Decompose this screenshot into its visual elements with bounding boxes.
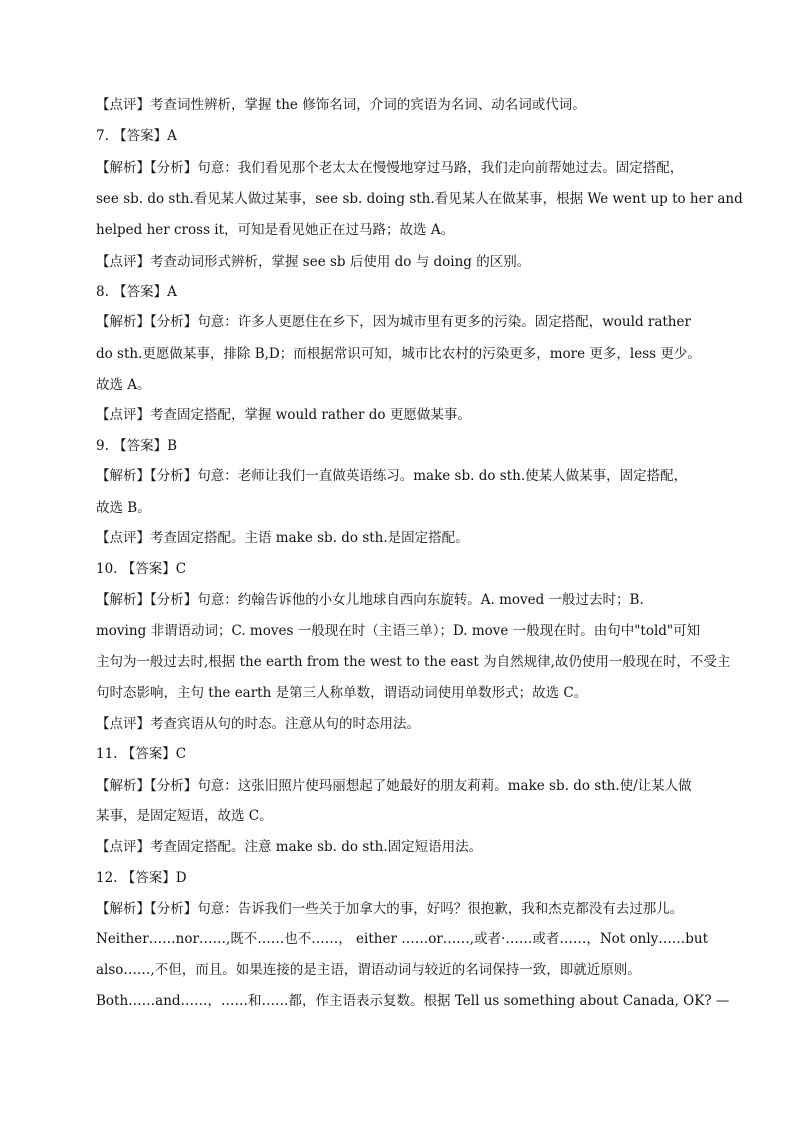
answer-line: 9. 【答案】B <box>96 438 178 454</box>
analysis-line: 主句为一般过去时,根据 the earth from the west to the east 为自然规律,故仍使用一般现在时，不受主 <box>96 654 731 670</box>
analysis-line: do sth.更愿做某事，排除 B,D；而根据常识可知，城市比农村的污染更多，more 更多，less 更少。 <box>96 346 701 362</box>
comment-line: 【点评】考查动词形式辨析，掌握 see sb 后使用 do 与 doing 的区别。 <box>96 254 531 270</box>
analysis-line: 【解析】【分析】句意：这张旧照片使玛丽想起了她最好的朋友莉莉。make sb. do sth.使/让某人做 <box>96 778 692 794</box>
analysis-line: 某事，是固定短语，故选 C。 <box>96 808 273 824</box>
analysis-line: Both……and……，……和……都，作主语表示复数。根据 Tell us something about Canada, OK? — <box>96 993 730 1009</box>
answer-line: 12. 【答案】D <box>96 870 187 886</box>
analysis-line: moving 非谓语动词；C. moves 一般现在时（主语三单）；D. move 一般现在时。由句中"told"可知 <box>96 623 701 639</box>
analysis-line: Neither……nor……,既不……也不……， either ……or……,或者·……或者……，Not only……but <box>96 931 709 947</box>
analysis-line: also……,不但，而且。如果连接的是主语，谓语动词与较近的名词保持一致，即就近原则。 <box>96 962 641 978</box>
analysis-line: helped her cross it，可知是看见她正在过马路；故选 A。 <box>96 222 455 238</box>
analysis-line: 【解析】【分析】句意：约翰告诉他的小女儿地球自西向东旋转。A. moved 一般过去时；B. <box>96 592 644 608</box>
answer-line: 7. 【答案】A <box>96 128 177 144</box>
analysis-line: 【解析】【分析】句意：许多人更愿住在乡下，因为城市里有更多的污染。固定搭配，would rather <box>96 314 691 330</box>
comment-line: 【点评】考查固定搭配。主语 make sb. do sth.是固定搭配。 <box>96 530 469 546</box>
answer-line: 8. 【答案】A <box>96 284 177 300</box>
comment-line: 【点评】考查固定搭配，掌握 would rather do 更愿做某事。 <box>96 407 471 423</box>
analysis-line: see sb. do sth.看见某人做过某事，see sb. doing sth.看见某人在做某事，根据 We went up to her and <box>96 191 743 207</box>
analysis-line: 【解析】【分析】句意：告诉我们一些关于加拿大的事，好吗？很抱歉，我和杰克都没有去过那儿。 <box>96 901 684 917</box>
analysis-line: 【解析】【分析】句意：老师让我们一直做英语练习。make sb. do sth.使某人做某事，固定搭配， <box>96 468 688 484</box>
answer-line: 11. 【答案】C <box>96 746 187 762</box>
comment-line: 【点评】考查词性辨析，掌握 the 修饰名词，介词的宾语为名词、动名词或代词。 <box>96 97 586 113</box>
answer-line: 10. 【答案】C <box>96 561 187 577</box>
comment-line: 【点评】考查固定搭配。注意 make sb. do sth.固定短语用法。 <box>96 839 483 855</box>
analysis-line: 故选 A。 <box>96 377 151 393</box>
analysis-line: 故选 B。 <box>96 500 151 516</box>
analysis-line: 【解析】【分析】句意：我们看见那个老太太在慢慢地穿过马路，我们走向前帮她过去。固定搭配， <box>96 160 684 176</box>
comment-line: 【点评】考查宾语从句的时态。注意从句的时态用法。 <box>96 716 420 732</box>
analysis-line: 句时态影响，主句 the earth 是第三人称单数，谓语动词使用单数形式；故选 C。 <box>96 685 588 701</box>
